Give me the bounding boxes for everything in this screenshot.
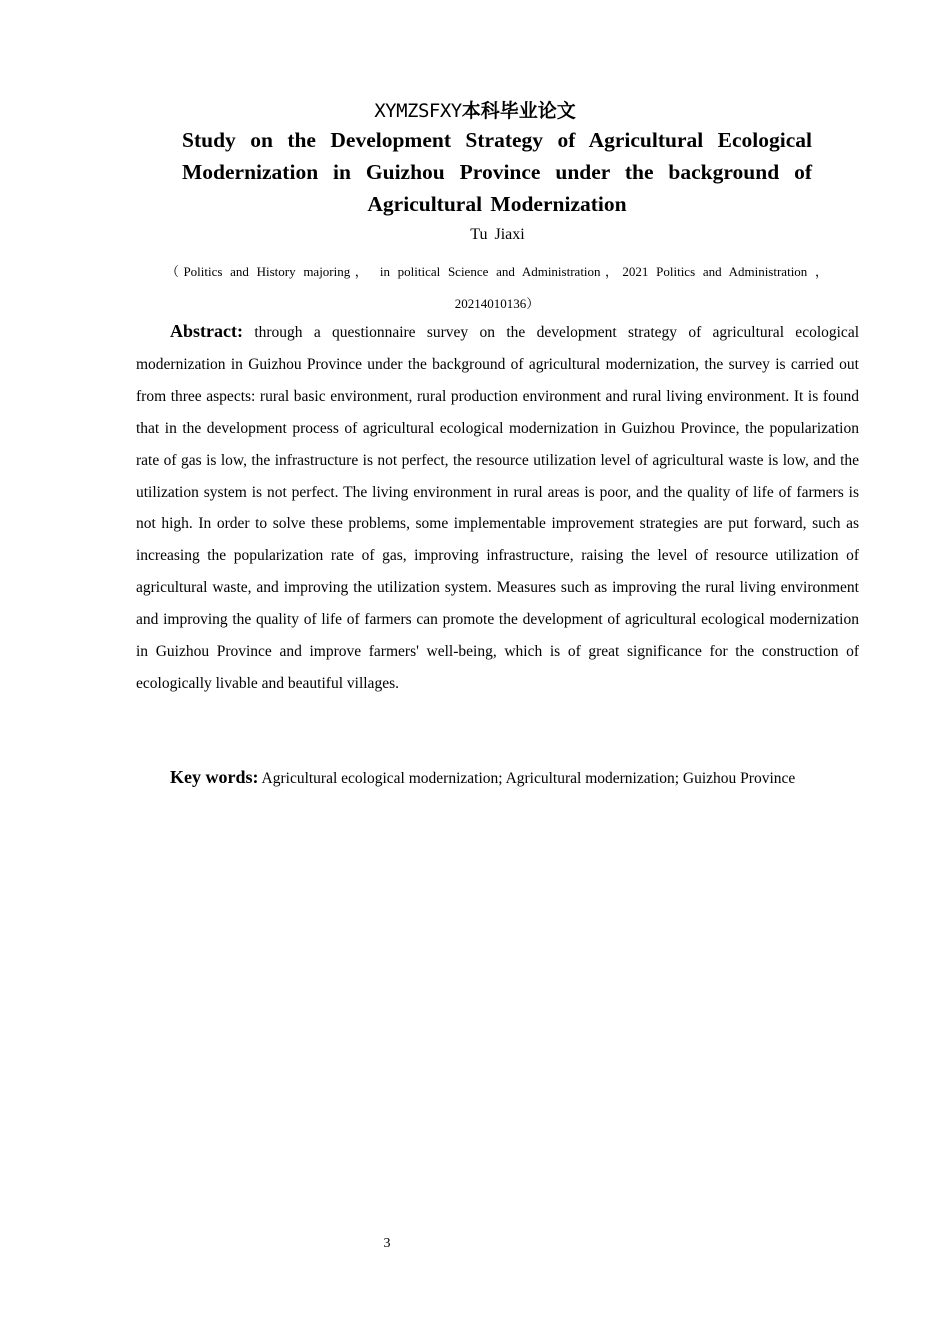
abstract-paragraph xyxy=(136,316,859,700)
abstract-text: through a questionnaire survey on the development strategy of agricultural ecological modernization in Guizhou Province under the background of agricultural modernization, the survey is carried out from three aspects: rural basic environment, rural production environment and rural living environment. It is found that in the development process of agricultural ecological modernization in Guizhou Province, the popularization rate of gas is low, the infrastructure is not perfect, the resource utilization level of agricultural waste is low, and the utilization system is not perfect. The living environment in rural areas is poor, and the quality of life of farmers is not high. In order to solve these problems, some implementable improvement strategies are put forward, such as increasing the popularization rate of gas, improving infrastructure, raising the level of resource utilization of agricultural waste, and improving the utilization system. Measures such as improving the rural living environment and improving the quality of life of farmers can promote the development of agricultural ecological modernization in Guizhou Province and improve farmers' well-being, which is of great significance for the construction of ecologically livable and beautiful villages. xyxy=(136,324,859,692)
abstract-label: Abstract: xyxy=(170,321,243,341)
author-affiliation: （Politics and History majoring， in political Science and Administration，2021 Politics and Administration ，20214010136） xyxy=(166,264,828,311)
page-number: 3 xyxy=(383,1236,391,1251)
keywords-text: Agricultural ecological modernization; Agricultural modernization; Guizhou Province xyxy=(261,770,796,787)
header-code: XYMZSFXY xyxy=(374,100,462,122)
paper-title: Study on the Development Strategy of Agricultural Ecological Modernization in Guizhou Province under the background of Agricultural Modernization xyxy=(182,128,812,216)
author-name: Tu Jiaxi xyxy=(470,226,525,243)
keywords-label: Key words: xyxy=(170,767,259,787)
keywords-paragraph xyxy=(136,762,859,795)
thesis-header xyxy=(0,96,950,125)
header-label: 本科毕业论文 xyxy=(461,100,576,122)
